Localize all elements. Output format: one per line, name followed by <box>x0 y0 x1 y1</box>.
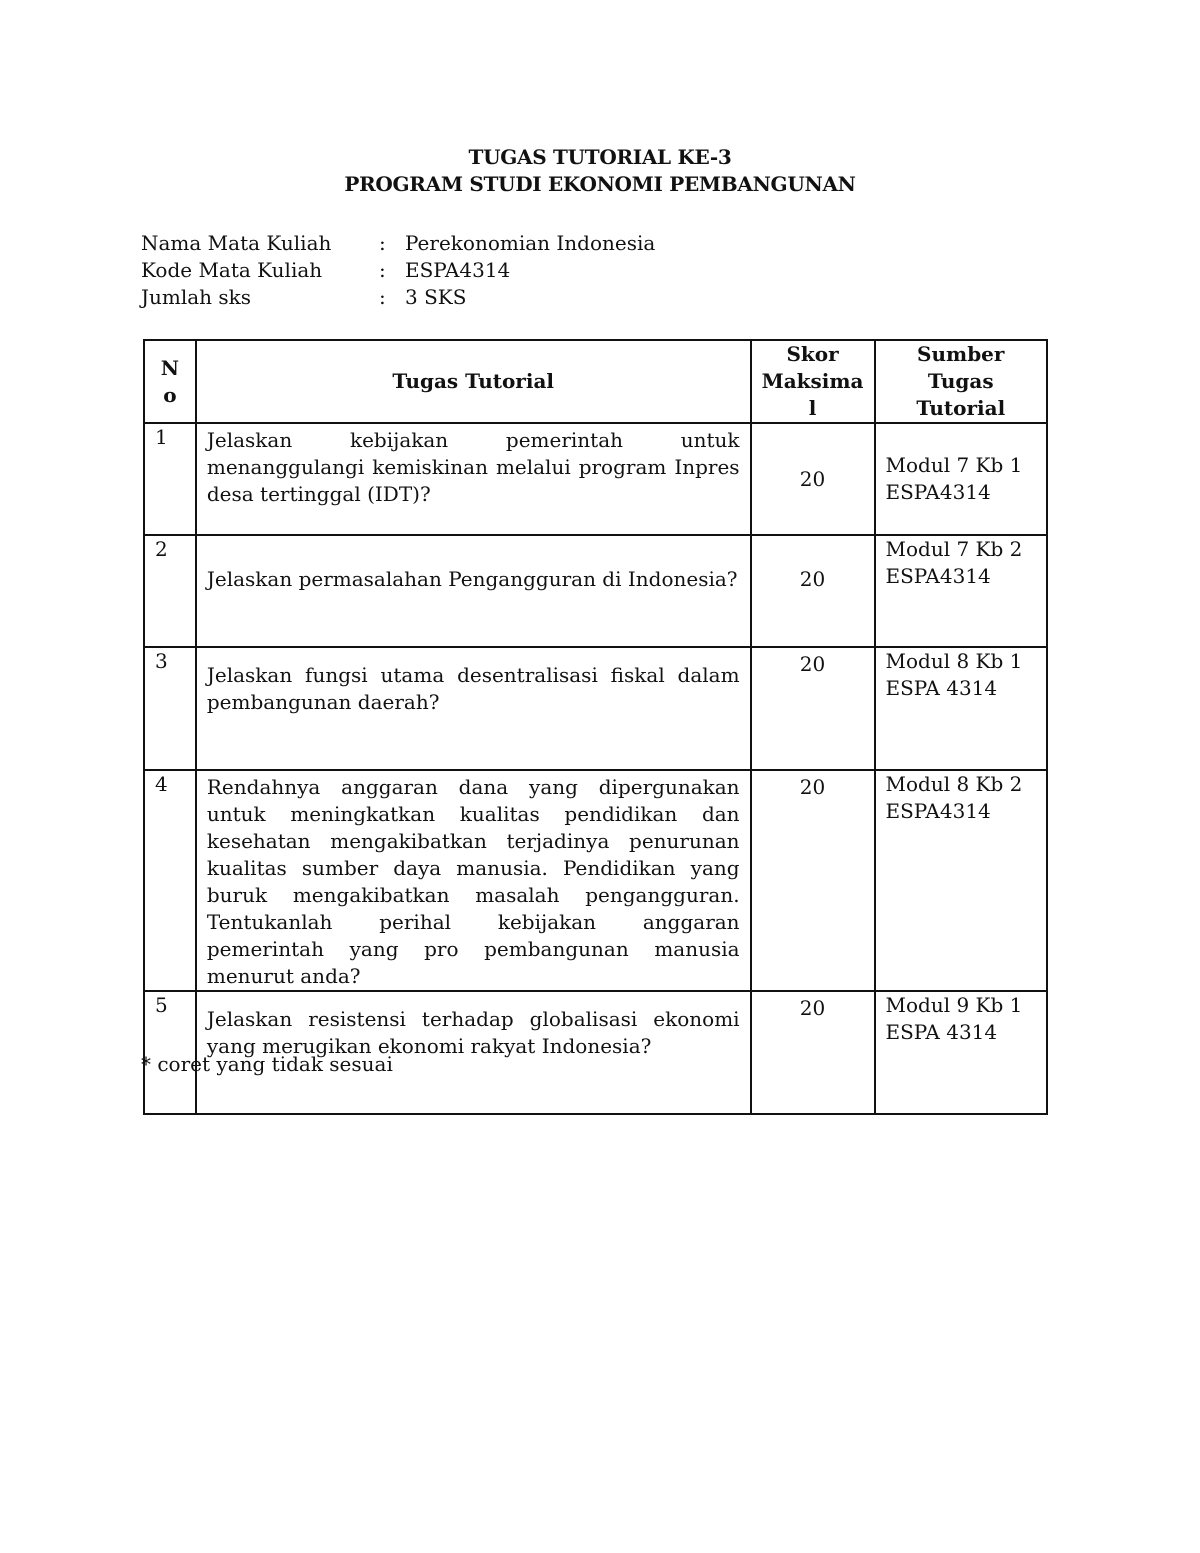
course-info <box>141 230 655 311</box>
header-score <box>751 340 875 423</box>
row-task: Jelaskan resistensi terhadap globalisasi ekonomi yang merugikan ekonomi rakyat Indonesia? <box>196 991 751 1114</box>
header-source-line1: Sumber Tugas <box>917 342 1005 393</box>
header-source <box>875 340 1048 423</box>
document-subtitle: PROGRAM STUDI EKONOMI PEMBANGUNAN <box>344 172 856 196</box>
row-source <box>875 423 1048 535</box>
row-source-code: ESPA 4314 <box>885 676 998 700</box>
row-number: 1 <box>144 423 196 535</box>
credits-colon: : <box>379 285 386 309</box>
footnote: * coret yang tidak sesuai <box>141 1052 393 1076</box>
table-row <box>144 423 1047 535</box>
header-no-line2: o <box>163 382 177 407</box>
row-source-module: Modul 8 Kb 2 <box>885 772 1023 796</box>
header-no-line1: N <box>160 355 180 380</box>
course-code-label: Kode Mata Kuliah <box>141 258 323 282</box>
row-number: 5 <box>144 991 196 1114</box>
course-code-row <box>141 257 655 284</box>
course-name-row <box>141 230 655 257</box>
course-code-value: ESPA4314 <box>405 258 511 282</box>
row-source-code: ESPA4314 <box>885 564 991 588</box>
row-score: 20 <box>751 770 875 991</box>
table-header-row <box>144 340 1047 423</box>
row-task: Jelaskan permasalahan Pengangguran di Indonesia? <box>196 535 751 647</box>
row-task: Jelaskan kebijakan pemerintah untuk menanggulangi kemiskinan melalui program Inpres desa tertinggal (IDT)? <box>196 423 751 535</box>
header-source-line2: Tutorial <box>916 396 1006 420</box>
row-source-code: ESPA4314 <box>885 799 991 823</box>
row-source <box>875 535 1048 647</box>
header-score-line1: Skor <box>786 342 839 366</box>
table-row <box>144 770 1047 991</box>
row-number: 3 <box>144 647 196 770</box>
credits-row <box>141 284 655 311</box>
credits-value: 3 SKS <box>405 285 467 309</box>
credits-label: Jumlah sks <box>141 285 252 309</box>
row-source <box>875 991 1048 1114</box>
course-name-value: Perekonomian Indonesia <box>405 231 656 255</box>
tasks-table <box>143 339 1048 1115</box>
row-score: 20 <box>751 647 875 770</box>
header-score-line3: l <box>808 396 817 420</box>
row-task: Jelaskan fungsi utama desentralisasi fiskal dalam pembangunan daerah? <box>196 647 751 770</box>
header-task: Tugas Tutorial <box>196 340 751 423</box>
course-code-colon: : <box>379 258 386 282</box>
row-score: 20 <box>751 991 875 1114</box>
row-source <box>875 770 1048 991</box>
header-no <box>144 340 196 423</box>
row-task: Rendahnya anggaran dana yang dipergunakan untuk meningkatkan kualitas pendidikan dan kesehatan mengakibatkan terjadinya penurunan kualitas sumber daya manusia. Pendidikan yang buruk mengakibatkan masalah pengangguran. Tentukanlah perihal kebijakan anggaran pemerintah yang pro pembangunan manusia menurut anda? <box>196 770 751 991</box>
document-title: TUGAS TUTORIAL KE-3 <box>468 145 732 169</box>
row-score: 20 <box>751 423 875 535</box>
row-source-code: ESPA4314 <box>885 480 991 504</box>
row-source-module: Modul 9 Kb 1 <box>885 993 1023 1017</box>
course-name-colon: : <box>379 231 386 255</box>
row-score: 20 <box>751 535 875 647</box>
header-score-line2: Maksima <box>761 369 864 393</box>
row-source-code: ESPA 4314 <box>885 1020 998 1044</box>
table-row <box>144 535 1047 647</box>
row-source-module: Modul 7 Kb 1 <box>885 453 1023 477</box>
row-number: 4 <box>144 770 196 991</box>
table-row <box>144 647 1047 770</box>
row-source-module: Modul 7 Kb 2 <box>885 537 1023 561</box>
course-name-label: Nama Mata Kuliah <box>141 231 332 255</box>
row-number: 2 <box>144 535 196 647</box>
row-source <box>875 647 1048 770</box>
row-source-module: Modul 8 Kb 1 <box>885 649 1023 673</box>
